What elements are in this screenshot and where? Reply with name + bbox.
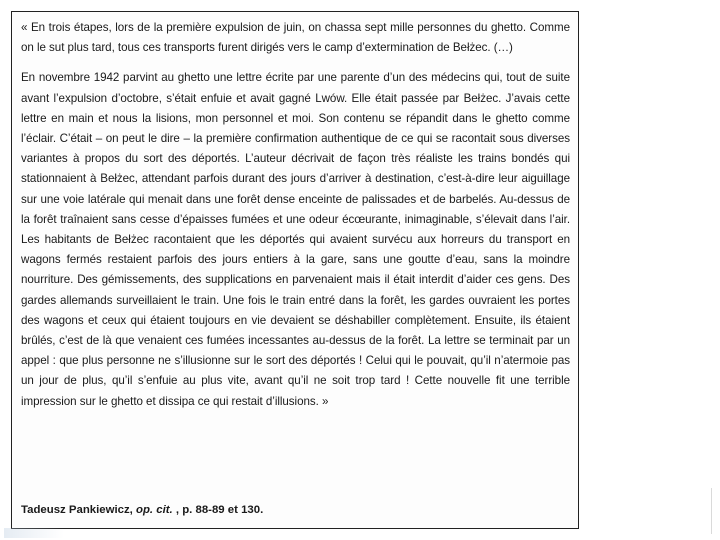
scan-edge bbox=[703, 488, 712, 534]
quote-paragraph-1: « En trois étapes, lors de la première expulsion de juin, on chassa sept mille personnes du ghetto. Comme on le sut plus tard, tous ces transports furent dirigés vers le camp d’extermination de Bełżec. (…) bbox=[21, 21, 570, 55]
quote-paragraph-2: En novembre 1942 parvint au ghetto une lettre écrite par une parente d’un des médecins qui, tout de suite avant l’expulsion d’octobre, s’était enfuie et avait gagné Lwów. Elle était passée par Bełżec. J’avais cette lettre en main et nous la lisions, mon personnel et moi. Son contenu se répandit dans le ghetto comme l’éclair. C’était – on peut le dire – la première confirmation authentique de ce qui se racontait sous diverses variantes à propos du sort des déportés. L’auteur décrivait de façon très réaliste les trains bondés qui stationnaient à Bełżec, attendant parfois durant des jours d’arriver à destination, c’est-à-dire leur aiguillage sur une voie latérale qui menait dans une forêt dense enceinte de palissades et de barbelés. Au-dessus de la forêt traînaient sans cesse d’épaisses fumées et une odeur écœurante, inimaginable, s’élevait dans l’air. Les habitants de Bełżec racontaient que les déportés qui avaient survécu aux horreurs du transport en wagons fermés restaient parfois des jours entiers à la gare, sans une goutte d’eau, sans la moindre nourriture. Des gémissements, des supplications en parvenaient mais il était interdit d’aider ces gens. Des gardes allemands surveillaient le train. Une fois le train entré dans la forêt, les gardes ouvraient les portes des wagons et ceux qui étaient toujours en vie devaient se déshabiller complètement. Ensuite, ils étaient brûlés, c’est de là que venaient ces fumées incessantes au-dessus de la forêt. La lettre se terminait par un appel : que plus personne ne s’illusionne sur le sort des déportés ! Celui qui le pouvait, qu’il n’atermoie pas un jour de plus, qu’il s’enfuie au plus vite, avant qu’il ne soit trop tard ! Cette nouvelle fit une terrible impression sur le ghetto et dissipa ce qui restait d’illusions. » bbox=[21, 71, 570, 408]
source-author: Tadeusz Pankiewicz, bbox=[21, 504, 133, 516]
quote-box bbox=[11, 11, 579, 529]
source-pages: , p. 88-89 et 130. bbox=[175, 504, 264, 516]
source-citation bbox=[21, 502, 263, 518]
scan-smudge bbox=[4, 528, 64, 538]
source-work: op. cit. bbox=[136, 504, 173, 516]
